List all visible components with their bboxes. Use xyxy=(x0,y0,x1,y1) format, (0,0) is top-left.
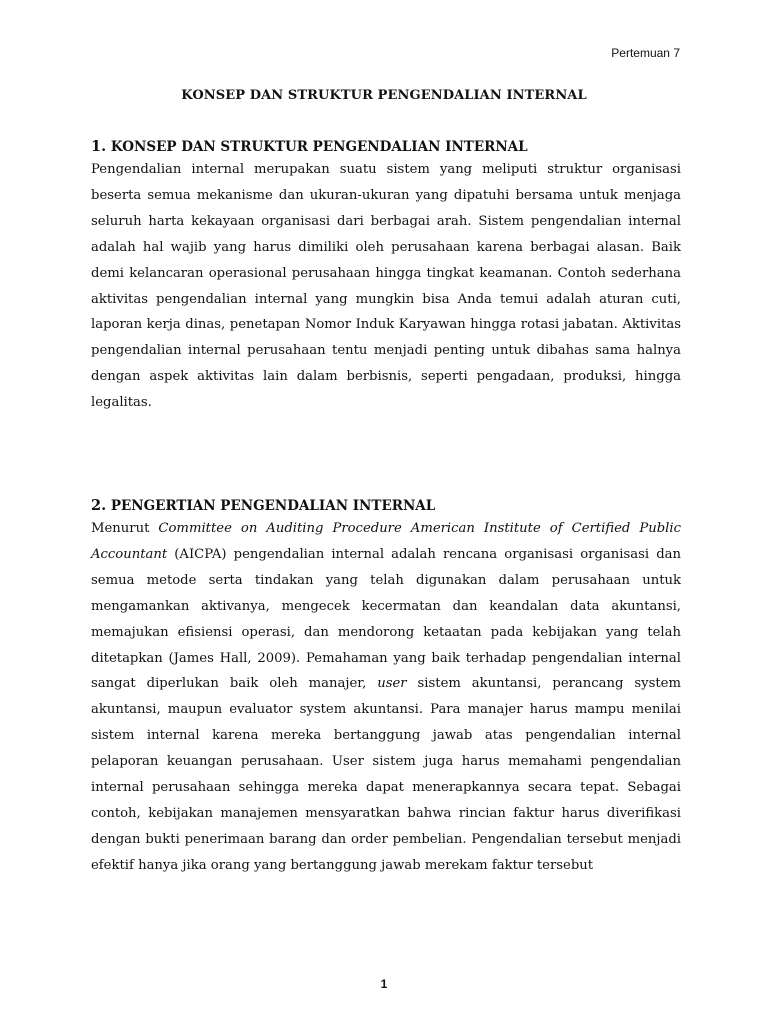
section-paragraph xyxy=(91,516,681,879)
document-title: KONSEP DAN STRUKTUR PENGENDALIAN INTERNAL xyxy=(181,88,587,103)
section-konsep xyxy=(91,137,681,416)
section-number: 1. xyxy=(91,138,107,155)
paragraph-text: sistem akuntansi, perancang system akuntansi, maupun evaluator system akuntansi. Para manajer harus mampu menilai sistem internal karena mereka bertanggung jawab atas pengendalian internal pelaporan keuangan perusahaan. User sistem juga harus memahami pengendalian internal perusahaan sehingga mereka dapat menerapkannya secara tepat. Sebagai contoh, kebijakan manajemen mensyaratkan bahwa rincian faktur harus diverifikasi dengan bukti penerimaan barang dan order pembelian. Pengendalian tersebut menjadi efektif hanya jika orang yang bertanggung jawab merekam faktur tersebut xyxy=(91,676,681,873)
meeting-label: Pertemuan 7 xyxy=(611,46,680,60)
section-paragraph: Pengendalian internal merupakan suatu sistem yang meliputi struktur organisasi beserta semua mekanisme dan ukuran-ukuran yang dipatuhi bersama untuk menjaga seluruh harta kekayaan organisasi dari berbagai arah. Sistem pengendalian internal adalah hal wajib yang harus dimiliki oleh perusahaan karena berbagai alasan. Baik demi kelancaran operasional perusahaan hingga tingkat keamanan. Contoh sederhana aktivitas pengendalian internal yang mungkin bisa Anda temui adalah aturan cuti, laporan kerja dinas, penetapan Nomor Induk Karyawan hingga rotasi jabatan. Aktivitas pengendalian internal perusahaan tentu menjadi penting untuk dibahas sama halnya dengan aspek aktivitas lain dalam berbisnis, seperti pengadaan, produksi, hingga legalitas. xyxy=(91,162,681,411)
section-number: 2. xyxy=(91,497,107,514)
section-pengertian xyxy=(91,496,681,879)
paragraph-text: (AICPA) pengendalian internal adalah rencana organisasi organisasi dan semua metode serta tindakan yang telah digunakan dalam perusahaan untuk mengamankan aktivanya, mengecek kecermatan dan keandalan data akuntansi, memajukan efisiensi operasi, dan mendorong ketaatan pada kebijakan yang telah ditetapkan (James Hall, 2009). Pemahaman yang baik terhadap pengendalian internal sangat diperlukan baik oleh manajer, xyxy=(91,546,681,692)
committee-name: Committee on Auditing Procedure American Institute of Certified Public Accountant xyxy=(91,521,681,562)
section-title: KONSEP DAN STRUKTUR PENGENDALIAN INTERNAL xyxy=(110,139,528,155)
section-heading xyxy=(91,496,681,516)
section-title: PENGERTIAN PENGENDALIAN INTERNAL xyxy=(110,498,436,514)
user-term: user xyxy=(377,676,407,692)
section-heading xyxy=(91,137,681,157)
page-number: 1 xyxy=(380,977,388,991)
paragraph-text: Menurut xyxy=(91,521,159,536)
